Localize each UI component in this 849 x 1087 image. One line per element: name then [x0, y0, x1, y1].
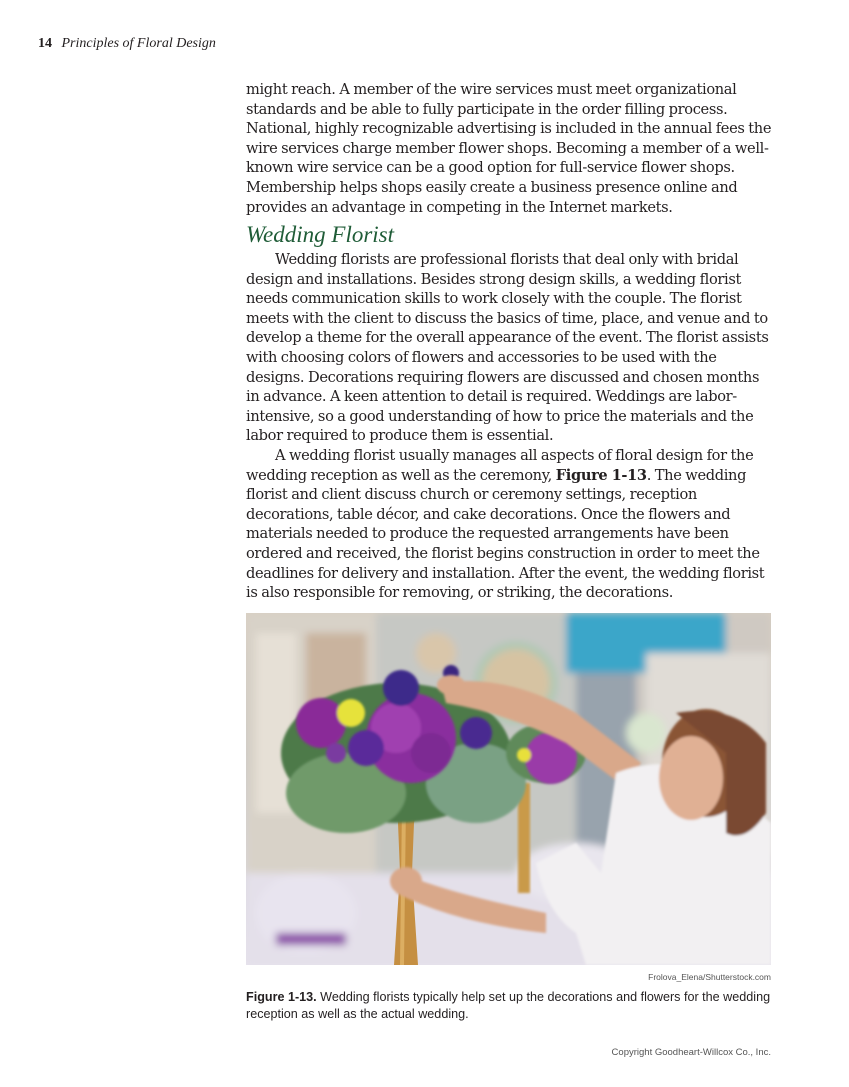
section-paragraph-1: Wedding florists are professional florists that deal only with bridal design and installations. Besides strong design skills, a wedding florist needs communication skills to work closely with the couple. The florist meets with the client to discuss the basics of time, place, and venue and to develop a theme for the overall appearance of the event. The florist assists with choosing colors of flowers and accessories to be used with the designs. Decorations requiring flowers are discussed and chosen months in advance. A keen attention to detail is required. Weddings are labor-intensive, so a good understanding of how to price the materials and the labor required to produce them is essential.: [246, 251, 769, 445]
figure-reference-link[interactable]: Figure 1-13: [555, 466, 647, 484]
figure-photo: [246, 613, 771, 965]
page-number: 14: [38, 36, 52, 51]
florist-arranging-flowers-image: [246, 613, 771, 965]
figure-label: Figure 1-13.: [246, 990, 317, 1004]
intro-text-block: [246, 80, 772, 217]
running-head: [38, 36, 216, 52]
section-body: [246, 250, 772, 603]
paragraph-text: . The wedding florist and client discuss church or ceremony settings, reception decorations, table décor, and cake decorations. Once the flowers and materials needed to produce the requested arrangements have been ordered and received, the florist begins construction in order to meet the deadlines for delivery and installation. After the event, the wedding florist is also responsible for removing, or striking, the decorations.: [246, 466, 765, 602]
figure-caption: [246, 989, 772, 1022]
intro-paragraph: might reach. A member of the wire services must meet organizational standards and be able to fully participate in the order filling process. National, highly recognizable advertising is included in the annual fees the wire services charge member flower shops. Becoming a member of a well-known wire service can be a good option for full-service flower shops. Membership helps shops easily create a business presence online and provides an advantage in competing in the Internet markets.: [246, 81, 772, 216]
book-title: Principles of Floral Design: [61, 36, 216, 51]
copyright-notice: Copyright Goodheart-Willcox Co., Inc.: [611, 1047, 771, 1058]
caption-text: Wedding florists typically help set up the decorations and flowers for the wedding reception as well as the actual wedding.: [246, 990, 771, 1021]
paragraph-text: A wedding florist usually manages all aspects of floral design for the wedding reception as well as the ceremony,: [246, 446, 754, 484]
section-paragraph-2: [246, 446, 772, 603]
section-heading: Wedding Florist: [246, 222, 395, 247]
photo-credit: Frolova_Elena/Shutterstock.com: [648, 972, 771, 982]
